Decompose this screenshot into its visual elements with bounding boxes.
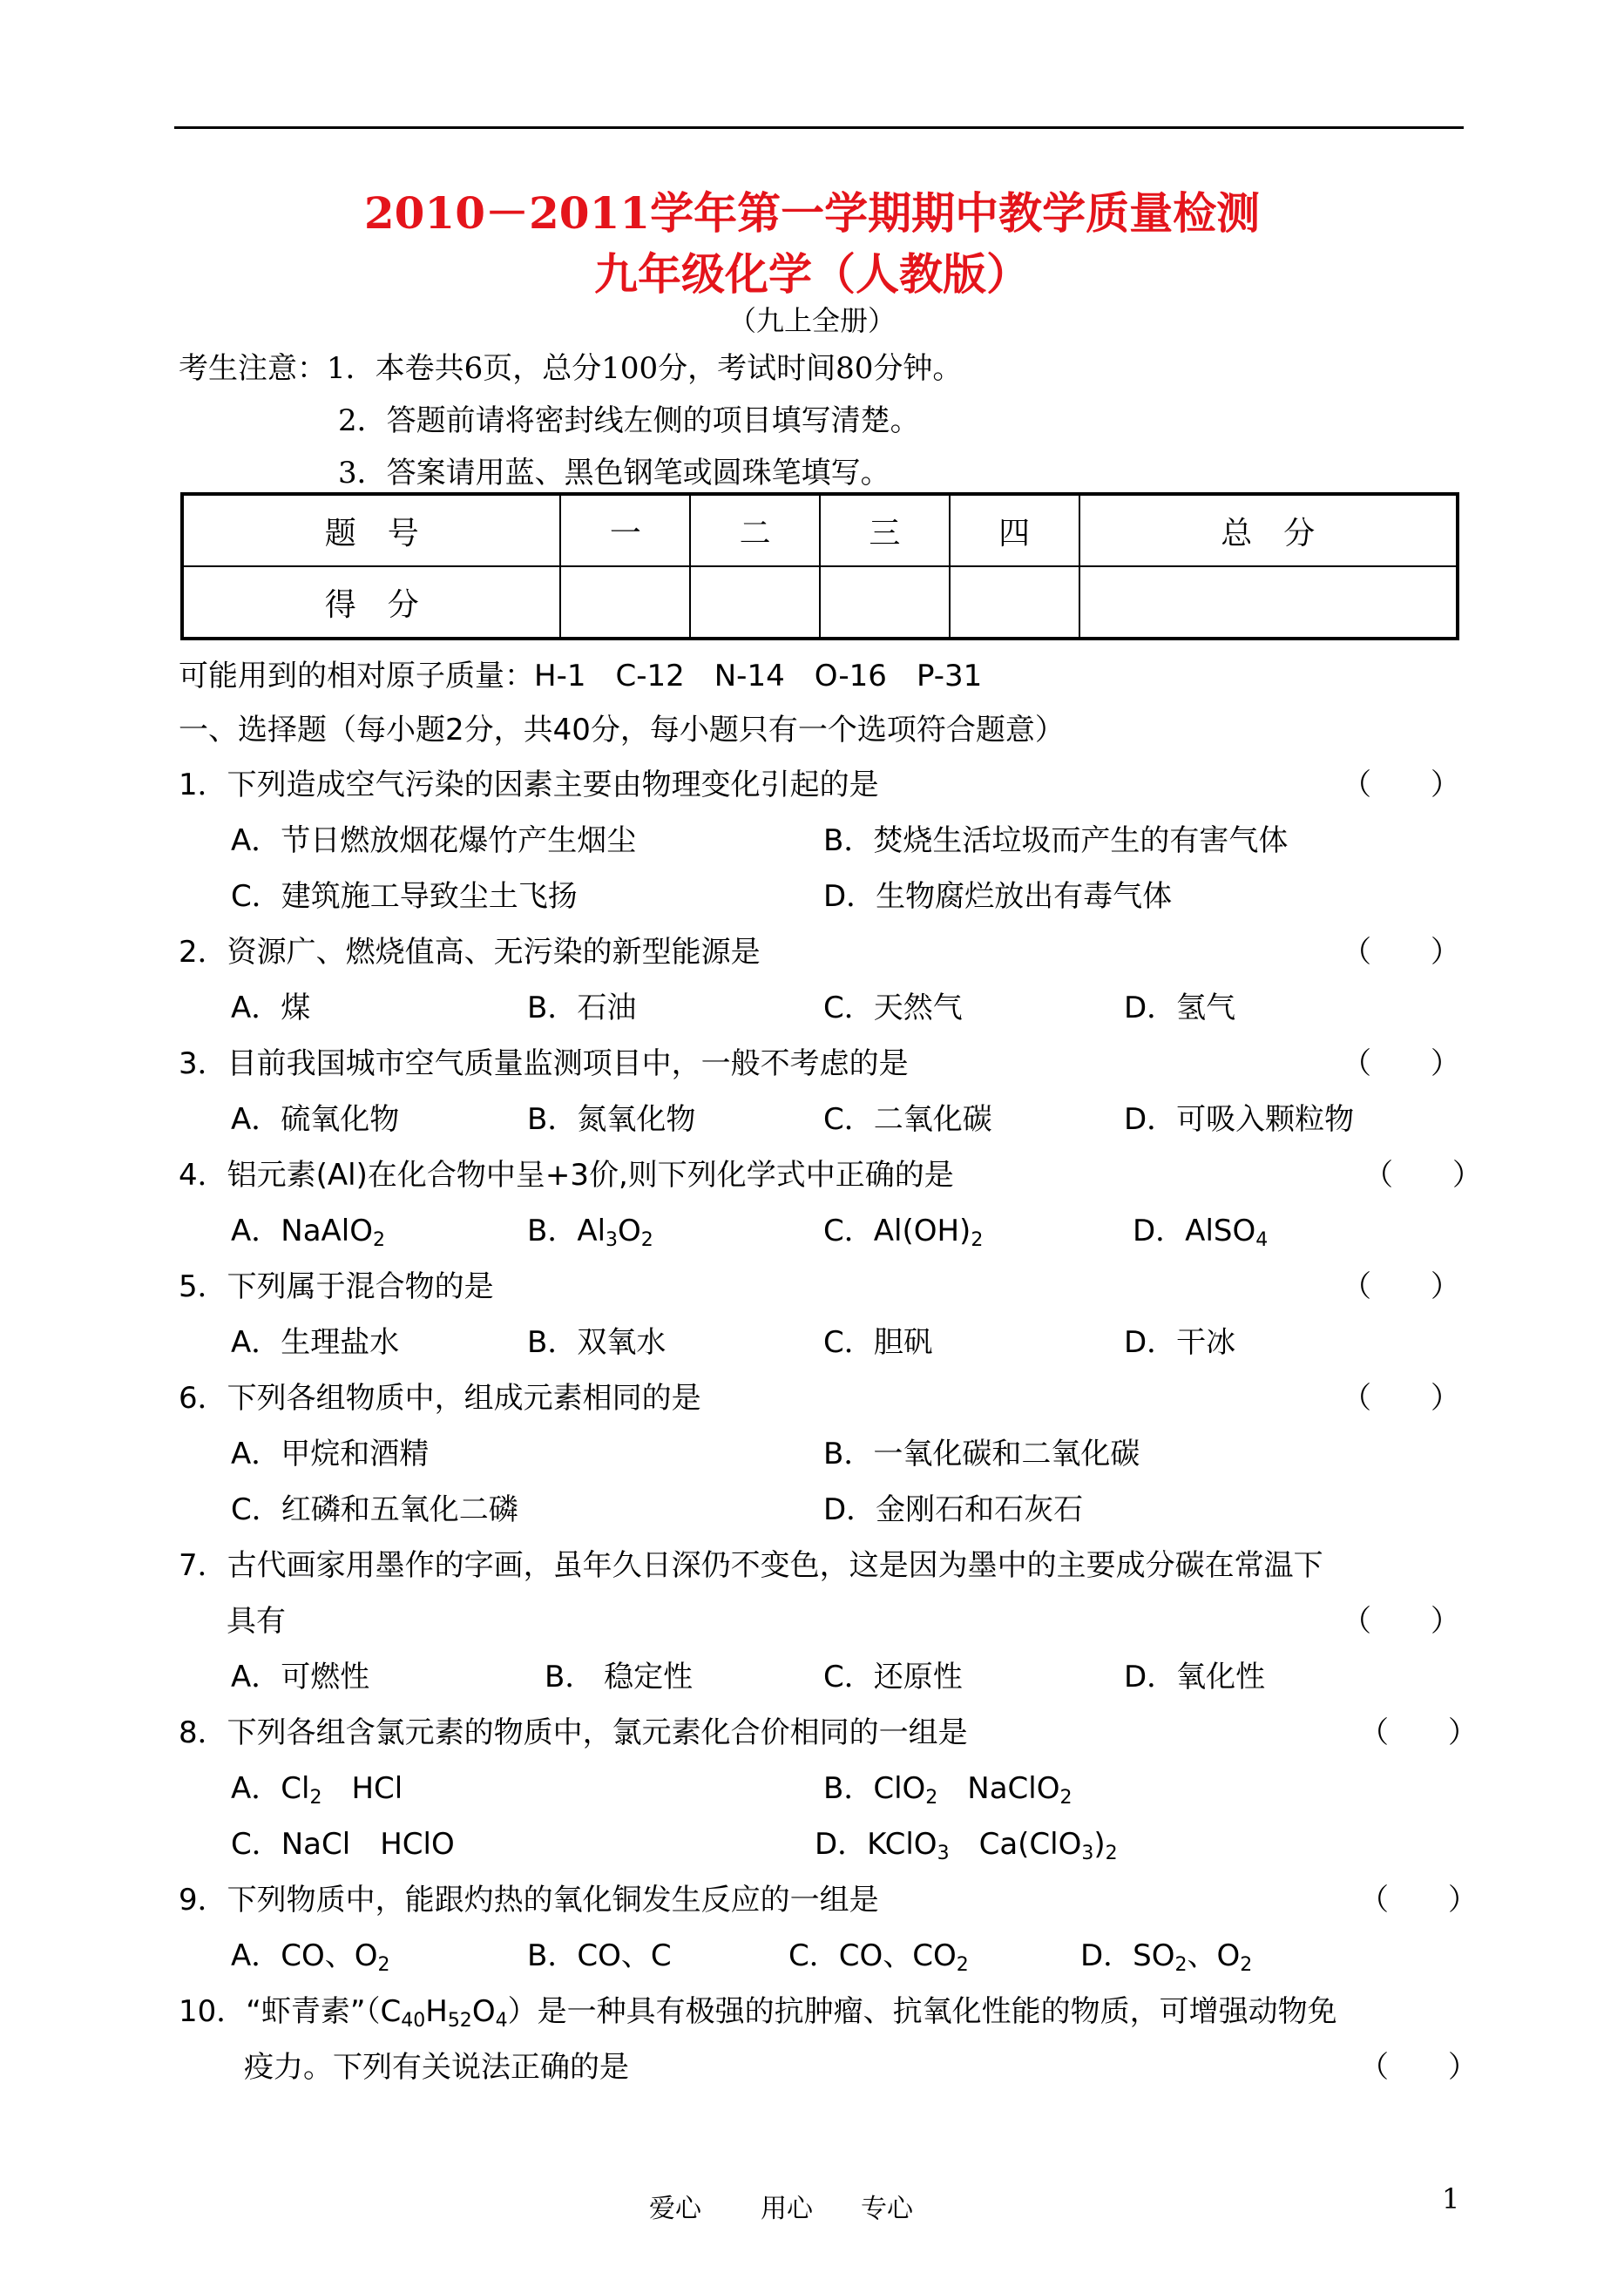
question-stem: 8．下列各组含氯元素的物质中，氯元素化合价相同的一组是 [179, 1715, 968, 1750]
option: A．生理盐水 [231, 1325, 400, 1360]
score-header-cell: 四 [950, 494, 1079, 566]
top-rule [174, 126, 1464, 129]
option: C．CO、$CO_2$ [788, 1938, 969, 1976]
score-cell[interactable] [820, 566, 950, 639]
option: D．$SO_2$、$O_2$ [1080, 1938, 1253, 1976]
option: C．红磷和五氧化二磷 [231, 1492, 518, 1527]
option: D．KClO$_3$ $Ca(ClO_3)_2$ [815, 1827, 1118, 1864]
notice-item: 2．答题前请将密封线左侧的项目填写清楚。 [338, 403, 920, 438]
option: B．$Al_3O_2$ [527, 1214, 653, 1251]
option: D．氢气 [1124, 991, 1236, 1025]
score-header-cell: 二 [690, 494, 820, 566]
question-stem: 4．铝元素(Al)在化合物中呈+3价,则下列化学式中正确的是 [179, 1158, 954, 1193]
question-stem: 10．“虾青素$”(C_{40}H_{52}O_4)$是一种具有极强的抗肿瘤、抗氧化性能的物质，可增强动物免 [179, 1994, 1337, 2032]
option: B．CO、C [527, 1938, 672, 1973]
atomic-mass: 可能用到的相对原子质量：H-1 C-12 N-14 O-16 P-31 [179, 659, 983, 693]
answer-paren: （ ） [1342, 768, 1460, 802]
option: C．$Al(OH)_2$ [823, 1214, 984, 1251]
option: B．氮氧化物 [527, 1102, 696, 1137]
option: C．天然气 [823, 991, 963, 1025]
notice-line-1 [179, 344, 962, 387]
question-stem: 9．下列物质中，能跟灼热的氧化铜发生反应的一组是 [179, 1883, 879, 1918]
score-table-score-row [182, 566, 1458, 639]
question-stem: 3．目前我国城市空气质量监测项目中，一般不考虑的是 [179, 1046, 909, 1081]
score-cell[interactable] [560, 566, 690, 639]
option: B．双氧水 [527, 1325, 667, 1360]
question-stem: 6．下列各组物质中，组成元素相同的是 [179, 1381, 701, 1416]
question-stem: 2．资源广、燃烧值高、无污染的新型能源是 [179, 935, 761, 970]
answer-paren: （ ） [1342, 1046, 1460, 1081]
answer-paren: （ ） [1342, 1269, 1460, 1304]
answer-paren: （ ） [1342, 1604, 1460, 1639]
answer-paren: （ ） [1342, 935, 1460, 970]
answer-paren: （ ） [1359, 1715, 1478, 1750]
option: A．甲烷和酒精 [231, 1437, 430, 1471]
question-stem-continued: 具有 [227, 1604, 286, 1639]
score-table-header-row [182, 494, 1458, 566]
answer-paren: （ ） [1359, 1883, 1478, 1918]
footer-item: 爱心 [649, 2194, 701, 2224]
score-row-label: 得 分 [182, 566, 560, 639]
option: A．煤 [231, 991, 311, 1025]
score-header-cell: 一 [560, 494, 690, 566]
score-cell[interactable] [950, 566, 1079, 639]
score-header-cell: 总 分 [1079, 494, 1458, 566]
option: A．$Cl_2$ HCl [231, 1771, 403, 1809]
question-stem: 5．下列属于混合物的是 [179, 1269, 494, 1304]
option: B．一氧化碳和二氧化碳 [823, 1437, 1140, 1471]
notice-item: 1．本卷共6页，总分100分，考试时间80分钟。 [327, 351, 963, 386]
option: A．CO、$O_2$ [231, 1938, 390, 1976]
option: D．可吸入颗粒物 [1124, 1102, 1355, 1137]
score-table [180, 492, 1459, 640]
option: B．石油 [527, 991, 637, 1025]
option: A．NaAlO$_2$ [231, 1214, 385, 1251]
option: A．硫氧化物 [231, 1102, 400, 1137]
option: D．生物腐烂放出有毒气体 [823, 879, 1173, 914]
question-stem: 7．古代画家用墨作的字画，虽年久日深仍不变色，这是因为墨中的主要成分碳在常温下 [179, 1548, 1323, 1583]
option: C．二氧化碳 [823, 1102, 992, 1137]
footer-item: 专心 [861, 2194, 913, 2224]
option: B． 稳定性 [545, 1660, 694, 1694]
page-number: 1 [1442, 2182, 1460, 2215]
option: C．胆矾 [823, 1325, 933, 1360]
score-cell[interactable] [690, 566, 820, 639]
answer-paren: （ ） [1363, 1158, 1482, 1193]
answer-paren: （ ） [1342, 1381, 1460, 1416]
exam-scope: （九上全册） [727, 304, 896, 337]
option: C．NaCl HClO [231, 1827, 455, 1862]
notice-label: 考生注意： [179, 351, 327, 386]
notice-item: 3．答案请用蓝、黑色钢笔或圆珠笔填写。 [338, 456, 890, 490]
option: A．节日燃放烟花爆竹产生烟尘 [231, 823, 637, 858]
option: D．金刚石和石灰石 [823, 1492, 1084, 1527]
score-header-cell: 题 号 [182, 494, 560, 566]
option: A．可燃性 [231, 1660, 370, 1694]
option: D．AlSO$_4$ [1133, 1214, 1269, 1251]
option: C．建筑施工导致尘土飞扬 [231, 879, 578, 914]
option: D．氧化性 [1124, 1660, 1266, 1694]
answer-paren: （ ） [1359, 2050, 1478, 2085]
exam-title: 2010－2011学年第一学期期中教学质量检测 [363, 187, 1261, 239]
question-stem-continued: 疫力。下列有关说法正确的是 [244, 2050, 629, 2085]
option: B．ClO$_2$ NaClO$_2$ [823, 1771, 1073, 1809]
option: D．干冰 [1124, 1325, 1236, 1360]
section-heading: 一、选择题（每小题2分，共40分，每小题只有一个选项符合题意） [179, 713, 1065, 747]
option: B．焚烧生活垃圾而产生的有害气体 [823, 823, 1289, 858]
exam-subject: 九年级化学（人教版） [594, 248, 1030, 300]
option: C．还原性 [823, 1660, 963, 1694]
question-stem: 1．下列造成空气污染的因素主要由物理变化引起的是 [179, 768, 879, 802]
footer-item: 用心 [761, 2194, 813, 2224]
score-cell[interactable] [1079, 566, 1458, 639]
score-header-cell: 三 [820, 494, 950, 566]
